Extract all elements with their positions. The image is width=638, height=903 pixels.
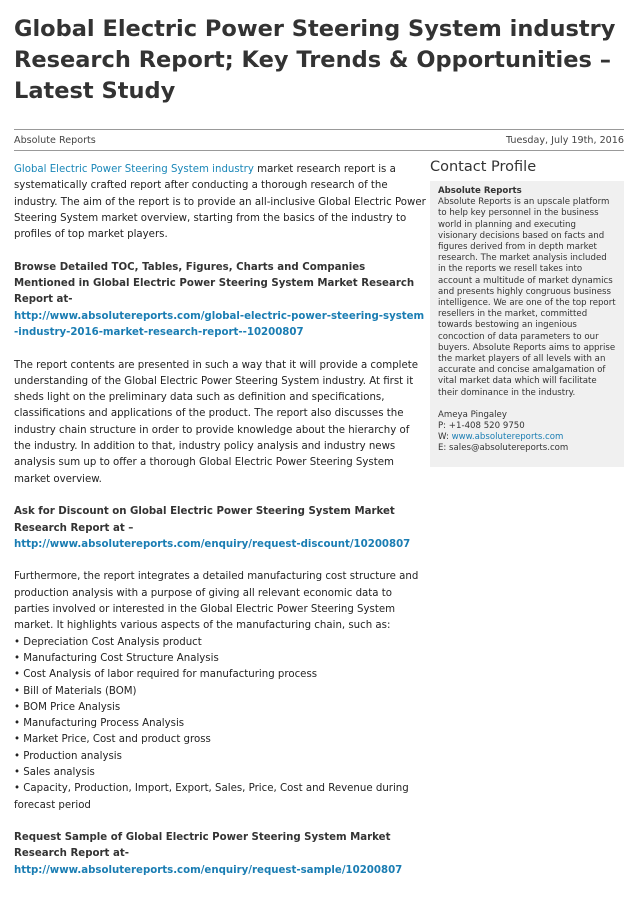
toc-block: [14, 260, 426, 341]
discount-block: [14, 504, 426, 553]
meta-divider: [14, 150, 624, 151]
publish-date: Tuesday, July 19th, 2016: [506, 135, 624, 146]
contact-web: [438, 432, 616, 443]
list-item: • BOM Price Analysis: [14, 700, 426, 716]
discount-heading: Ask for Discount on Global Electric Power Steering System Market Research Report at –: [14, 506, 395, 534]
list-item: • Cost Analysis of labor required for manufacturing process: [14, 667, 426, 683]
contact-description: Absolute Reports is an upscale platform to help key personnel in the business world in planning and executing visionary decisions based on facts and figures derived from in depth market research. The market analysis included in the reports we resell takes into account a multitude of market dynamics and presents highly congruous business intelligence. We are one of the top report resellers in the market, committed towards bestowing an ingenious concoction of data parameters to our buyers. Absolute Reports aims to apprise the market players of all levels with an accurate and concise amalgamation of vital market data which will facilitate their dominance in the industry.: [438, 197, 616, 398]
contact-web-prefix: W:: [438, 432, 452, 443]
publisher-name: Absolute Reports: [14, 135, 96, 146]
list-item: • Market Price, Cost and product gross: [14, 732, 426, 748]
list-item: • Depreciation Cost Analysis product: [14, 635, 426, 651]
contact-company: Absolute Reports: [438, 186, 522, 196]
list-item: • Manufacturing Cost Structure Analysis: [14, 651, 426, 667]
intro-paragraph: [14, 162, 426, 243]
sample-heading: Request Sample of Global Electric Power Steering System Market Research Report at-: [14, 832, 391, 860]
contact-box: [430, 181, 624, 467]
list-item: • Capacity, Production, Import, Export, Sales, Price, Cost and Revenue during forecast period: [14, 781, 426, 814]
cost-bullet-list: [14, 635, 426, 814]
header-divider: [14, 129, 624, 130]
toc-link[interactable]: http://www.absolutereports.com/global-electric-power-steering-system -industry-2016-market-research-report--10200807: [14, 310, 425, 338]
contents-paragraph: The report contents are presented in such a way that it will provide a complete understanding of the Global Electric Power Steering System industry. At first it sheds light on the preliminary data such as definition and specifications, classifications and applications of the product. The report also discusses the industry chain structure in order to provide knowledge about the hierarchy of the industry. In addition to that, industry policy analysis and industry news analysis sum up to offer a thorough Global Electric Power Steering System market overview.: [14, 359, 419, 485]
furthermore-paragraph: Furthermore, the report integrates a detailed manufacturing cost structure and production analysis with a purpose of giving all relevant economic data to parties involved or interested in the Global Electric Power Steering System market. It highlights various aspects of the manufacturing chain, such as:: [14, 571, 419, 632]
contact-person: Ameya Pingaley: [438, 409, 507, 420]
contact-web-link[interactable]: www.absolutereports.com: [451, 432, 564, 443]
sample-link[interactable]: http://www.absolutereports.com/enquiry/request-sample/10200807: [14, 864, 403, 876]
page-title: Global Electric Power Steering System industry Research Report; Key Trends & Opportunities – Latest Study: [14, 16, 616, 104]
toc-heading: Browse Detailed TOC, Tables, Figures, Charts and Companies Mentioned in Global Electric Power Steering System Market Research Report at-: [14, 261, 415, 306]
article-body: [14, 162, 426, 895]
sample-block: [14, 830, 426, 879]
contact-heading: Contact Profile: [430, 159, 537, 175]
discount-link[interactable]: http://www.absolutereports.com/enquiry/request-discount/10200807: [14, 538, 411, 550]
contact-sidebar: [430, 159, 624, 467]
list-item: • Sales analysis: [14, 765, 426, 781]
list-item: • Bill of Materials (BOM): [14, 684, 426, 700]
contact-phone: P: +1-408 520 9750: [438, 421, 525, 432]
list-item: • Manufacturing Process Analysis: [14, 716, 426, 732]
contact-email: E: sales@absolutereports.com: [438, 443, 569, 454]
intro-text: market research report is a systematically crafted report after conducting a thorough research of the industry. The aim of the report is to provide an all-inclusive Global Electric Power Steering System market overview, starting from the basics of the industry to profiles of top market players.: [14, 164, 426, 241]
list-item: • Production analysis: [14, 749, 426, 765]
intro-highlight: Global Electric Power Steering System industry: [14, 164, 254, 175]
